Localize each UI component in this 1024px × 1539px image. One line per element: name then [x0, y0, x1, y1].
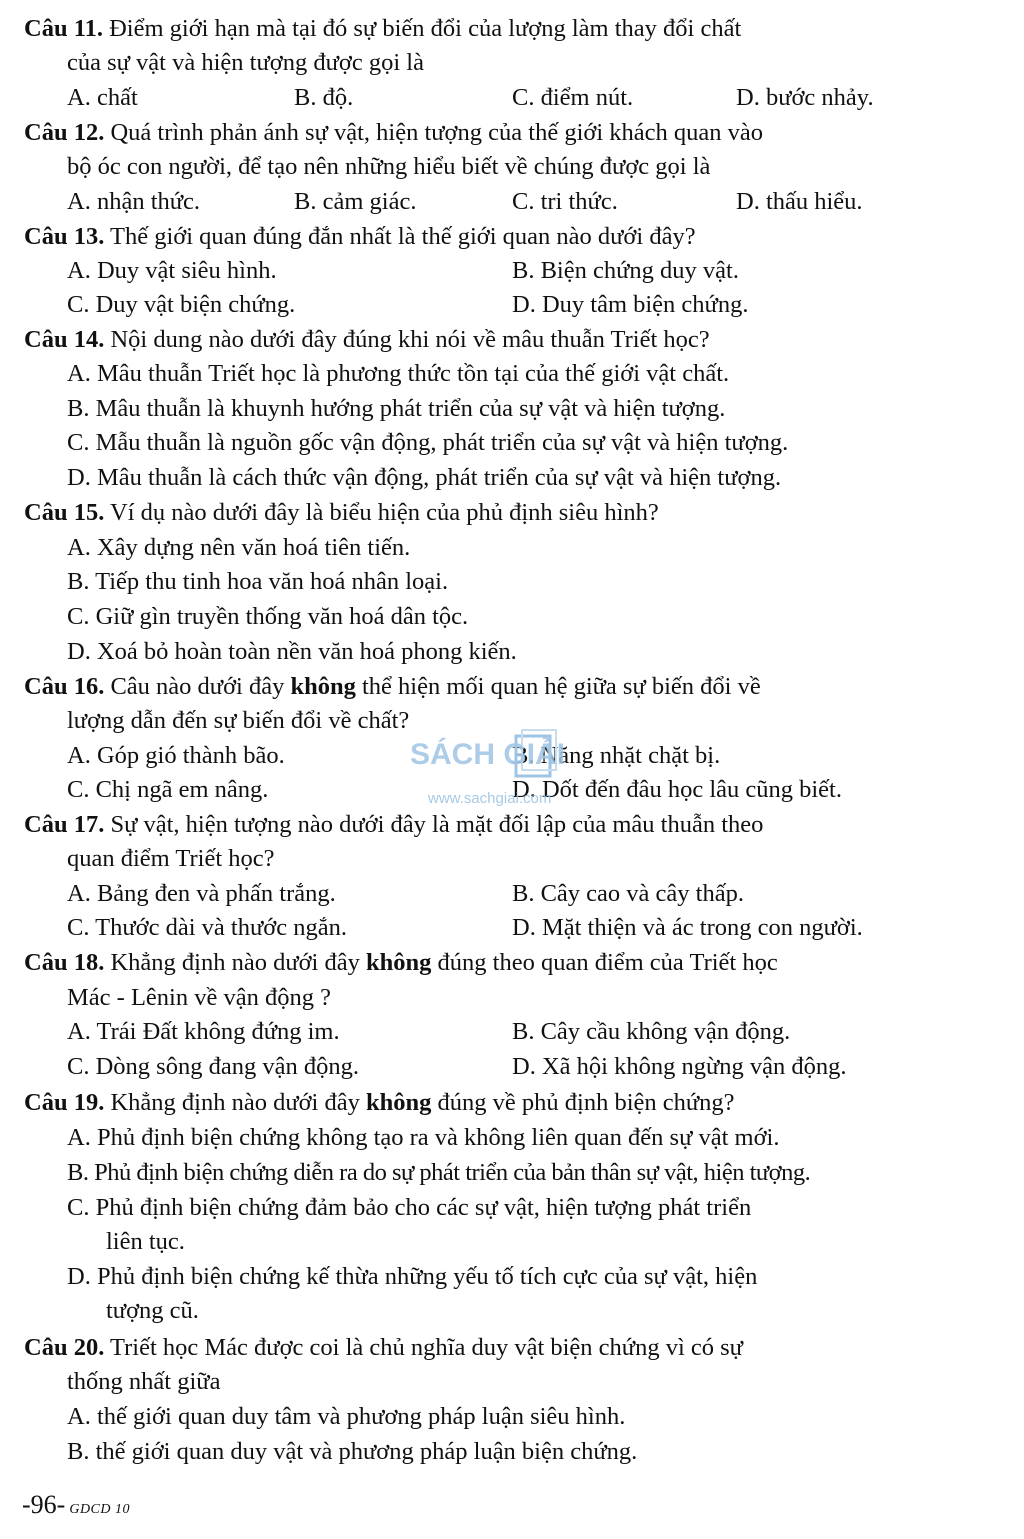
- question-number: Câu 14.: [24, 326, 105, 353]
- question-text: Nội dung nào dưới đây đúng khi nói về mâu thuẫn Triết học?: [104, 326, 710, 353]
- emphasis-khong: không: [290, 673, 356, 700]
- option-c: C. Mẫu thuẫn là nguồn gốc vận động, phát triển của sự vật và hiện tượng.: [67, 429, 789, 456]
- emphasis-khong: không: [366, 1089, 432, 1116]
- question-number: Câu 20.: [24, 1334, 105, 1361]
- option-d: D. Mâu thuẫn là cách thức vận động, phát triển của sự vật và hiện tượng.: [67, 464, 782, 491]
- option-a: A. chất: [67, 84, 138, 111]
- question-number: Câu 18.: [24, 949, 105, 976]
- question-17: [24, 808, 763, 842]
- option-d: D. bước nhảy.: [736, 84, 874, 111]
- question-number: Câu 19.: [24, 1089, 105, 1116]
- option-c: C. Thước dài và thước ngắn.: [67, 914, 347, 941]
- option-a: A. Phủ định biện chứng không tạo ra và không liên quan đến sự vật mới.: [67, 1124, 780, 1151]
- question-19: [24, 1086, 735, 1120]
- question-text: Quá trình phản ánh sự vật, hiện tượng của thế giới khách quan vào: [104, 119, 764, 146]
- option-d: D. Mặt thiện và ác trong con người.: [512, 914, 863, 941]
- watermark-url: www.sachgiai.com: [428, 790, 552, 807]
- question-text: Điểm giới hạn mà tại đó sự biến đổi của lượng làm thay đổi chất: [102, 15, 742, 42]
- question-text-continued: Mác - Lênin về vận động ?: [67, 984, 331, 1011]
- option-b: B. độ.: [294, 84, 354, 111]
- question-text: Khẳng định nào dưới đây: [104, 1089, 366, 1116]
- page-number: -96-: [22, 1490, 66, 1519]
- question-number: Câu 17.: [24, 811, 105, 838]
- option-d: D. Duy tâm biện chứng.: [512, 291, 749, 318]
- option-c: C. Phủ định biện chứng đảm bảo cho các sự vật, hiện tượng phát triển: [67, 1194, 752, 1221]
- option-c: C. Dòng sông đang vận động.: [67, 1053, 359, 1080]
- option-d: D. Xoá bỏ hoàn toàn nền văn hoá phong kiến.: [67, 638, 517, 665]
- question-number: Câu 12.: [24, 119, 105, 146]
- question-number: Câu 13.: [24, 223, 105, 250]
- option-c: C. Giữ gìn truyền thống văn hoá dân tộc.: [67, 603, 469, 630]
- option-a: A. Xây dựng nên văn hoá tiên tiến.: [67, 534, 411, 561]
- question-text-tail: đúng về phủ định biện chứng?: [431, 1089, 735, 1116]
- question-12: [24, 116, 763, 150]
- option-a: A. nhận thức.: [67, 188, 201, 215]
- option-d: D. thấu hiểu.: [736, 188, 863, 215]
- question-text: Sự vật, hiện tượng nào dưới đây là mặt đối lập của mâu thuẫn theo: [104, 811, 764, 838]
- option-b: B. Biện chứng duy vật.: [512, 257, 739, 284]
- option-d: D. Dốt đến đâu học lâu cũng biết.: [512, 776, 842, 803]
- question-text-tail: thể hiện mối quan hệ giữa sự biến đổi về: [355, 673, 761, 700]
- option-d-continued: tượng cũ.: [106, 1297, 199, 1324]
- option-c: C. Duy vật biện chứng.: [67, 291, 296, 318]
- option-b: B. Phủ định biện chứng diễn ra do sự phát triển của bản thân sự vật, hiện tượng.: [67, 1159, 811, 1186]
- question-text: Khẳng định nào dưới đây: [104, 949, 366, 976]
- option-c: C. tri thức.: [512, 188, 618, 215]
- question-number: Câu 11.: [24, 15, 103, 42]
- question-18: [24, 946, 778, 980]
- option-b: B. Mâu thuẫn là khuynh hướng phát triển của sự vật và hiện tượng.: [67, 395, 726, 422]
- option-a: A. Duy vật siêu hình.: [67, 257, 277, 284]
- question-14: [24, 323, 710, 357]
- option-c: C. điểm nút.: [512, 84, 634, 111]
- question-text-continued: quan điểm Triết học?: [67, 845, 275, 872]
- option-a: A. Trái Đất không đứng im.: [67, 1018, 340, 1045]
- option-b: B. cảm giác.: [294, 188, 417, 215]
- question-15: [24, 496, 659, 530]
- question-13: [24, 220, 696, 254]
- question-number: Câu 15.: [24, 499, 105, 526]
- option-a: A. Góp gió thành bão.: [67, 742, 285, 769]
- question-text-continued: lượng dẫn đến sự biến đổi về chất?: [67, 707, 410, 734]
- question-16: [24, 670, 761, 704]
- option-a: A. thế giới quan duy tâm và phương pháp luận siêu hình.: [67, 1403, 626, 1430]
- question-text: Câu nào dưới đây: [104, 673, 291, 700]
- option-b: B. Tiếp thu tinh hoa văn hoá nhân loại.: [67, 568, 449, 595]
- option-a: A. Bảng đen và phấn trắng.: [67, 880, 336, 907]
- question-20: [24, 1331, 743, 1365]
- option-b: B. Năng nhặt chặt bị.: [512, 742, 721, 769]
- option-d: D. Xã hội không ngừng vận động.: [512, 1053, 847, 1080]
- question-text-continued: thống nhất giữa: [67, 1368, 221, 1395]
- question-text-continued: của sự vật và hiện tượng được gọi là: [67, 49, 424, 76]
- question-text: Ví dụ nào dưới đây là biểu hiện của phủ định siêu hình?: [104, 499, 659, 526]
- page-footer: [22, 1490, 130, 1520]
- option-b: B. Cây cao và cây thấp.: [512, 880, 744, 907]
- emphasis-khong: không: [366, 949, 432, 976]
- option-b: B. Cây cầu không vận động.: [512, 1018, 791, 1045]
- question-text-tail: đúng theo quan điểm của Triết học: [431, 949, 778, 976]
- question-text: Thế giới quan đúng đắn nhất là thế giới quan nào dưới đây?: [104, 223, 696, 250]
- option-c: C. Chị ngã em nâng.: [67, 776, 269, 803]
- option-c-continued: liên tục.: [106, 1228, 185, 1255]
- question-text: Triết học Mác được coi là chủ nghĩa duy vật biện chứng vì có sự: [104, 1334, 743, 1361]
- option-b: B. thế giới quan duy vật và phương pháp luận biện chứng.: [67, 1438, 638, 1465]
- option-a: A. Mâu thuẫn Triết học là phương thức tồn tại của thế giới vật chất.: [67, 360, 730, 387]
- question-number: Câu 16.: [24, 673, 105, 700]
- watermark-brand: SÁCH GIẢI: [410, 738, 566, 771]
- question-11: [24, 12, 974, 46]
- option-d: D. Phủ định biện chứng kế thừa những yếu tố tích cực của sự vật, hiện: [67, 1263, 758, 1290]
- subject-label: GDCD 10: [69, 1502, 130, 1517]
- question-text-continued: bộ óc con người, để tạo nên những hiểu biết về chúng được gọi là: [67, 153, 711, 180]
